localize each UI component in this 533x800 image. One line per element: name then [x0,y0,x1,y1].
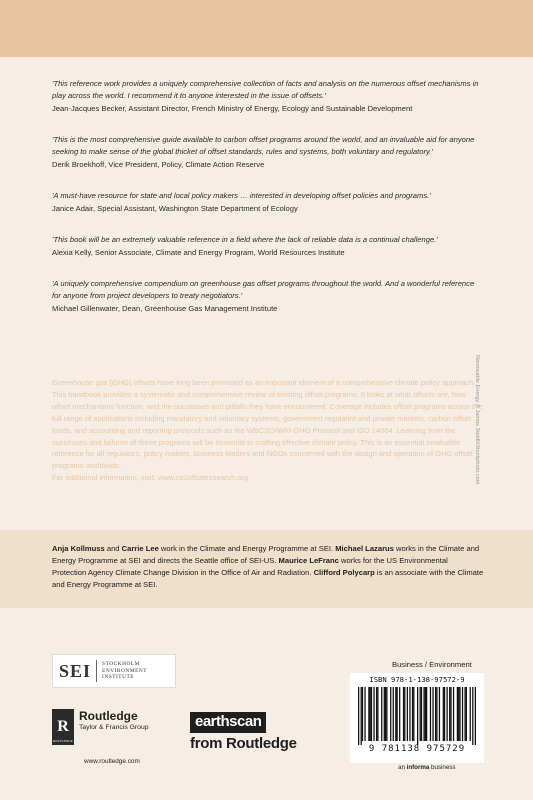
barcode-bar [384,687,385,741]
barcode-bar [396,687,397,741]
quote-text: 'This book will be an extremely valuable reference in a field where the lack of reliable data is a continual challenge.' [52,235,438,244]
barcode-bar [443,687,444,741]
barcode-bar [462,687,463,741]
barcode-bar [390,687,391,741]
sei-name-line: ENVIRONMENT [102,667,148,674]
routledge-r-letter: R [57,718,69,735]
barcode-bar [464,687,465,741]
barcode-bar [364,687,365,741]
sei-logo [52,654,176,688]
barcode-bar [413,687,414,741]
barcode-bar [447,687,448,741]
barcode-bar [425,687,426,741]
barcode-digits: 9 781138 975729 [368,744,466,754]
quote-attribution: Derik Broekhoff, Vice President, Policy, Climate Action Reserve [52,160,265,169]
informa-brand: informa [406,764,430,771]
barcode-bar [423,687,424,741]
barcode-bar [393,687,394,741]
routledge-url[interactable]: www.routledge.com [84,758,140,765]
author-name: Carrie Lee [121,544,159,553]
more-info-link[interactable]: For additional information, visit: www.co2offsetresearch.org [52,473,249,483]
earthscan-from-routledge: from Routledge [190,735,297,752]
endorsement-1 [52,78,484,115]
endorsement-3 [52,190,484,215]
isbn-text: ISBN 978-1-138-97572-9 [369,675,465,684]
barcode-bar [358,687,359,745]
barcode-bar [426,687,427,741]
author-name: Maurice LeFranc [278,556,339,565]
description-text: Greenhouse gas (GHG) offsets have long been promoted as an important element of a comprehensive climate policy approach. This handbook provides a systematic and comprehensive review of existing offset programs. It looks at what offsets are, how offset mechanisms function, and the successes and pitfalls they have encountered. Coverage includes offset programs across the full range of applications including mandatory and voluntary systems, government regulated and private markets, carbon offset funds, and accounting and reporting protocols such as the WBCSD/WRI GHG Protocol and ISO 14064. Learning from the successes and failures of these programs will be essential to crafting effective climate policy. This is an essential invaluable reference for all regulators, policy makers, business leaders and NGOs concerned with the design and operation of GHG offset programs worldwide. [52,378,483,471]
bio-text: works for the US Environmental Protection Agency Climate Change Division in the Office of Air and Radiation. [52,556,448,577]
quote-attribution: Janice Adair, Special Assistant, Washington State Department of Ecology [52,204,298,213]
quote-attribution: Michael Gillenwater, Dean, Greenhouse Gas Management Institute [52,304,278,313]
bio-text: works in the Climate and Energy Programme at SEI and directs the Seattle office of SEI-US. [52,544,480,565]
routledge-logo [52,709,149,745]
sei-divider [96,660,97,682]
routledge-r-icon [52,709,74,745]
barcode-bar [386,687,387,741]
barcode-bar [417,687,418,745]
routledge-wordmark [79,709,149,733]
barcode-bar [453,687,454,741]
quote-text: 'This reference work provides a uniquely comprehensive collection of facts and analysis on the numerous offset mechanisms in play across the world. I recommend it to anyone interested in the issue of offsets.' [52,79,479,100]
earthscan-wordmark: earthscan [190,712,266,733]
sei-name [102,661,147,680]
informa-prefix: an [398,764,407,771]
endorsement-2 [52,134,484,171]
sei-name-line: INSTITUTE [102,674,135,681]
barcode-bar [377,687,378,741]
barcode-bar [373,687,374,741]
barcode-bar [432,687,433,741]
barcode-bar [371,687,372,741]
endorsements [52,78,484,334]
barcode-bar [450,687,451,741]
routledge-mark-text: ROUTLEDGE [53,739,73,743]
sei-name-line: STOCKHOLM [102,661,140,668]
sei-mark: SEI [59,660,92,681]
routledge-subtitle: Taylor & Francis Group [79,724,149,731]
bio-text: is an associate with the Climate and Energy Programme at SEI. [52,568,484,589]
barcode-bar [403,687,404,741]
author-name: Anja Kollmuss [52,544,105,553]
barcode-bar [421,687,422,741]
barcode-panel [350,673,484,763]
barcode-bar [381,687,382,741]
bio-text: work in the Climate and Energy Programme at SEI. [158,544,336,553]
barcode-bar [449,687,450,741]
barcode-bar [404,687,405,741]
quote-text: 'A must-have resource for state and local policy makers … interested in developing offset policies and programs.' [52,191,431,200]
barcode-bar [412,687,413,741]
book-description [52,377,484,484]
barcode-bar [475,687,476,745]
quote-text: 'A uniquely comprehensive compendium on greenhouse gas offset programs throughout the world. And a wonderful reference for anyone from project developers to treaty negotiators.' [52,279,475,300]
barcode-bar [361,687,362,745]
bio-text: and [104,544,122,553]
barcode-bar [459,687,460,741]
barcode-bar [430,687,431,741]
barcode-bar [385,687,386,741]
informa-credit [398,764,455,771]
quote-attribution: Jean-Jacques Becker, Assistant Director, French Ministry of Energy, Ecology and Sustainable Development [52,104,413,113]
endorsement-4 [52,234,484,259]
photo-credit: Renewable Energy © James Steidl/iStockphoto.com [474,355,480,485]
quote-text: 'This is the most comprehensive guide available to carbon offset programs around the world, and an invaluable aid for anyone seeking to make sense of the global thicket of offset standards, rules and systems, both voluntary and regulatory.' [52,135,475,156]
earthscan-logo [190,712,297,752]
quote-attribution: Alexia Kelly, Senior Associate, Climate and Energy Program, World Resources Institute [52,248,345,257]
barcode-bar [457,687,458,741]
top-color-band [0,0,533,57]
barcode-bar [420,687,421,741]
barcode-bar [362,687,363,741]
barcode-bar [458,687,459,741]
barcode-bar [409,687,410,741]
barcode-bar [399,687,400,741]
barcode-bar [436,687,437,741]
barcode-bar [376,687,377,741]
author-name: Clifford Polycarp [313,568,375,577]
endorsement-5 [52,278,484,315]
barcode-bar [407,687,408,741]
book-category: Business / Environment [392,660,472,669]
author-bios [52,543,484,591]
barcode-bar [439,687,440,741]
barcode-bar [470,687,471,741]
barcode-bar [444,687,445,741]
barcode-bar [395,687,396,741]
routledge-name: Routledge [79,709,138,723]
barcode-icon [358,687,476,745]
barcode-bar [370,687,371,741]
informa-suffix: business [429,764,456,771]
author-name: Michael Lazarus [335,544,394,553]
barcode-bar [435,687,436,741]
barcode-bar [368,687,369,741]
barcode-bar [472,687,473,745]
barcode-bar [466,687,467,741]
